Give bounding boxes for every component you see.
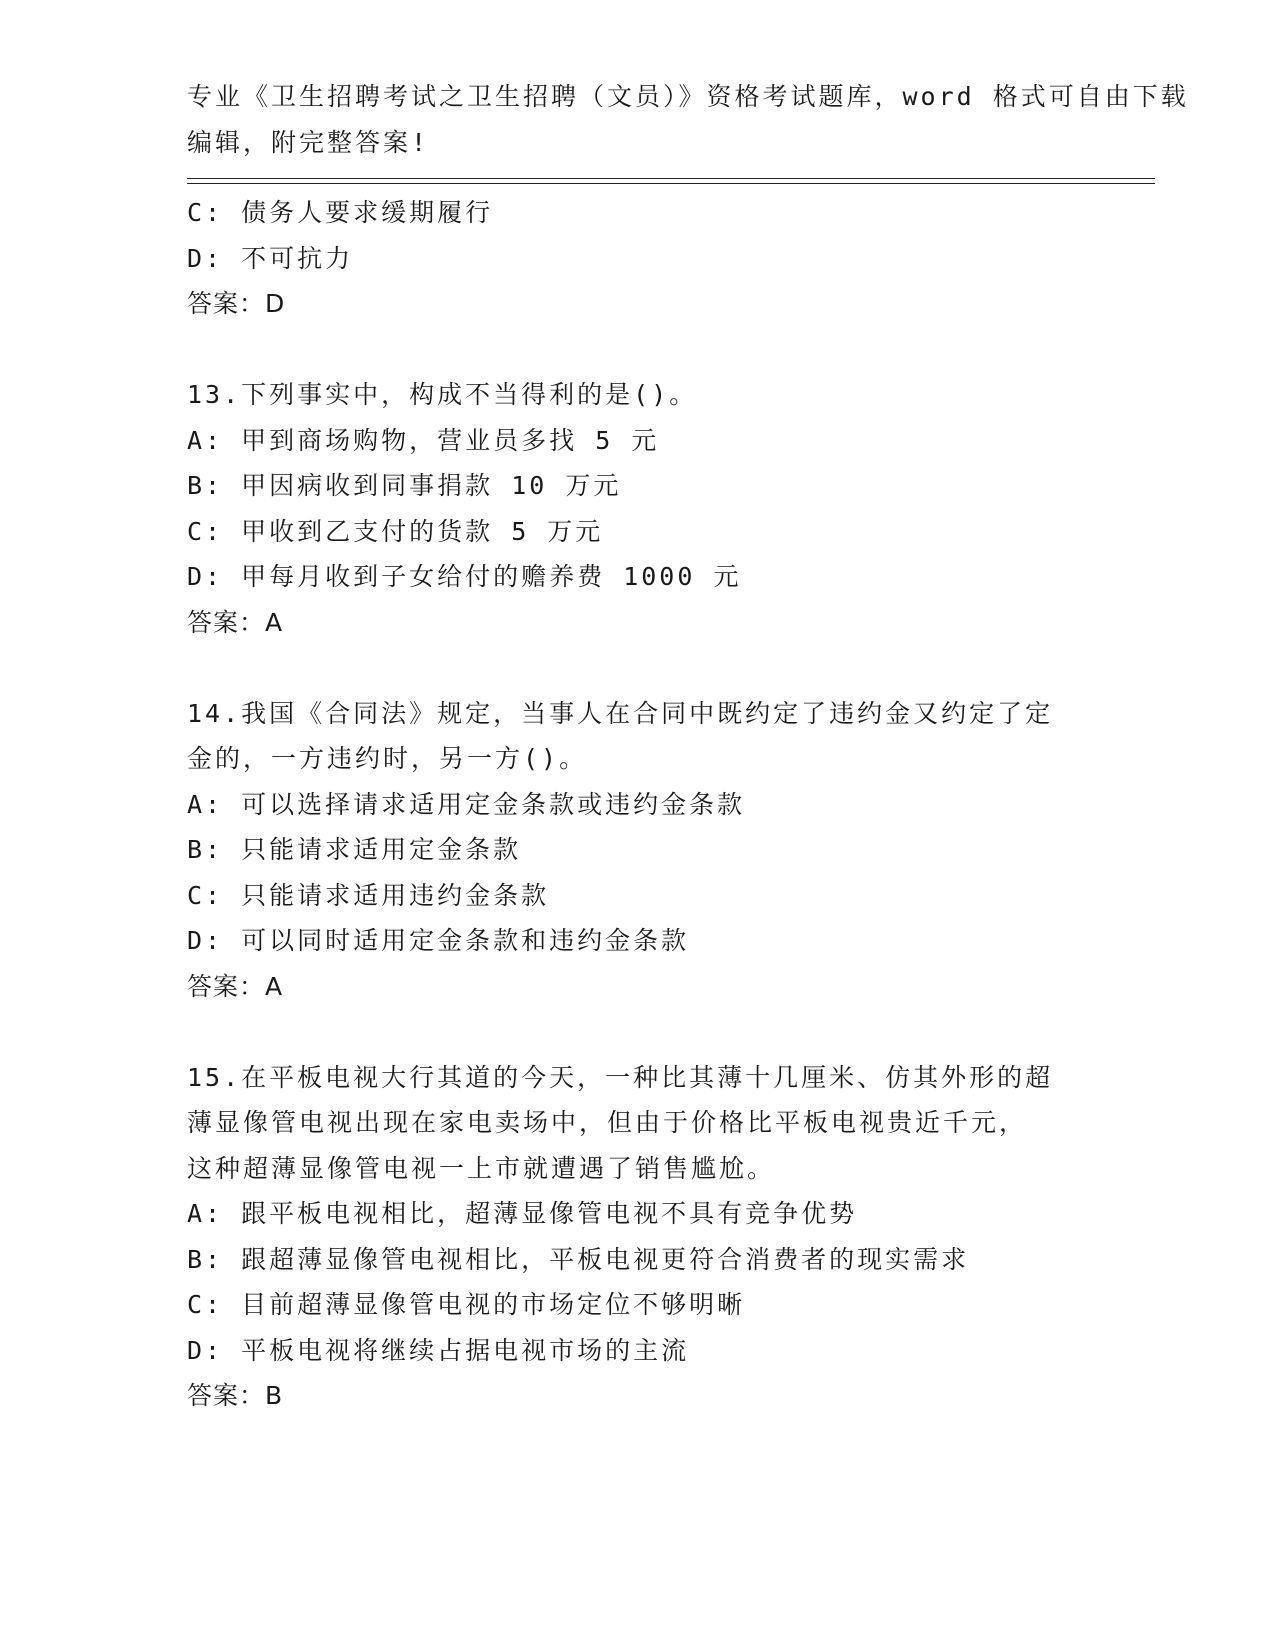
page-header (187, 74, 1189, 165)
option-a: A: 甲到商场购物，营业员多找 5 元 (187, 425, 660, 455)
question-stem: 15.在平板电视大行其道的今天，一种比其薄十几厘米、仿其外形的超 (187, 1062, 1054, 1092)
answer: 答案：B (187, 1381, 284, 1410)
option-c: C: 只能请求适用违约金条款 (187, 880, 550, 910)
question-13 (187, 372, 1087, 645)
question-stem: 13.下列事实中，构成不当得利的是()。 (187, 380, 698, 409)
question-stem: 14.我国《合同法》规定，当事人在合同中既约定了违约金又约定了定 (187, 698, 1054, 728)
header-line-2: 编辑，附完整答案! (187, 127, 430, 157)
question-14 (187, 691, 1087, 1010)
option-b: B: 只能请求适用定金条款 (187, 835, 522, 864)
option-c: C: 目前超薄显像管电视的市场定位不够明晰 (187, 1290, 746, 1319)
spacer (187, 1009, 1087, 1055)
header-divider-top (187, 178, 1155, 179)
spacer (187, 327, 1087, 373)
option-c: C: 甲收到乙支付的货款 5 万元 (187, 516, 604, 546)
header-divider-bottom (187, 183, 1155, 184)
question-previous (187, 190, 1087, 327)
answer: 答案：A (187, 607, 284, 637)
option-d: D: 不可抗力 (187, 243, 354, 273)
question-stem: 金的，一方违约时，另一方()。 (187, 744, 588, 773)
option-d: D: 平板电视将继续占据电视市场的主流 (187, 1335, 690, 1365)
header-line-1: 专业《卫生招聘考试之卫生招聘（文员）》资格考试题库，word 格式可自由下载 (187, 82, 1189, 111)
option-c: C: 债务人要求缓期履行 (187, 198, 494, 227)
option-d: D: 甲每月收到子女给付的赡养费 1000 元 (187, 562, 742, 591)
option-a: A: 跟平板电视相比，超薄显像管电视不具有竞争优势 (187, 1199, 858, 1228)
spacer (187, 645, 1087, 691)
question-stem: 薄显像管电视出现在家电卖场中，但由于价格比平板电视贵近千元， (187, 1108, 1028, 1137)
answer: 答案：A (187, 971, 284, 1001)
option-a: A: 可以选择请求适用定金条款或违约金条款 (187, 789, 746, 819)
question-list (187, 190, 1087, 1419)
option-d: D: 可以同时适用定金条款和违约金条款 (187, 926, 690, 955)
option-b: B: 跟超薄显像管电视相比，平板电视更符合消费者的现实需求 (187, 1244, 970, 1274)
answer: 答案：D (187, 289, 286, 318)
question-15 (187, 1055, 1087, 1419)
question-stem: 这种超薄显像管电视一上市就遭遇了销售尴尬。 (187, 1153, 776, 1183)
option-b: B: 甲因病收到同事捐款 10 万元 (187, 471, 622, 500)
